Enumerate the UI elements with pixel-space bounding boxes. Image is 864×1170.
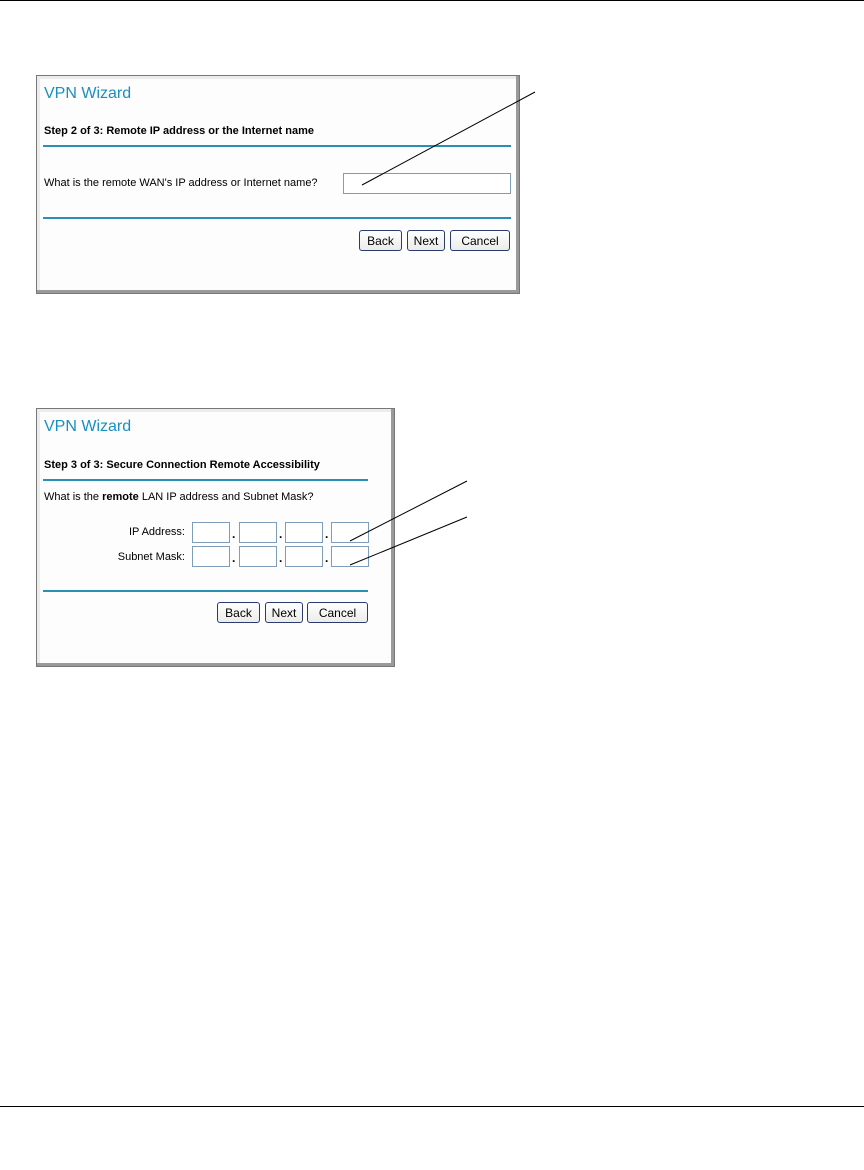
callout-line-subnet-mask <box>350 517 467 565</box>
octet-separator: . <box>279 527 283 541</box>
ip-address-label: IP Address: <box>128 526 185 538</box>
next-button[interactable]: Next <box>407 230 445 251</box>
cancel-button[interactable]: Cancel <box>450 230 510 251</box>
wizard-title: VPN Wizard <box>44 418 132 435</box>
callout-line-ip-address <box>350 481 467 541</box>
octet-separator: . <box>325 527 329 541</box>
octet-separator: . <box>232 527 236 541</box>
octet-separator: . <box>279 551 283 565</box>
octet-separator: . <box>325 551 329 565</box>
back-button[interactable]: Back <box>359 230 402 251</box>
step-heading: Step 2 of 3: Remote IP address or the Internet name <box>44 125 314 137</box>
question-suffix: LAN IP address and Subnet Mask? <box>141 491 314 503</box>
question-emphasis: remote <box>102 491 139 503</box>
octet-separator: . <box>232 551 236 565</box>
question-prefix: What is the <box>44 491 100 503</box>
remote-wan-question: What is the remote WAN's IP address or Internet name? <box>44 177 318 189</box>
next-button[interactable]: Next <box>265 602 303 623</box>
back-button[interactable]: Back <box>217 602 260 623</box>
wizard-title: VPN Wizard <box>44 85 132 102</box>
subnet-mask-label: Subnet Mask: <box>117 551 185 563</box>
cancel-button[interactable]: Cancel <box>307 602 368 623</box>
step-heading: Step 3 of 3: Secure Connection Remote Accessibility <box>44 459 320 471</box>
callout-line-remote-address <box>362 92 535 185</box>
